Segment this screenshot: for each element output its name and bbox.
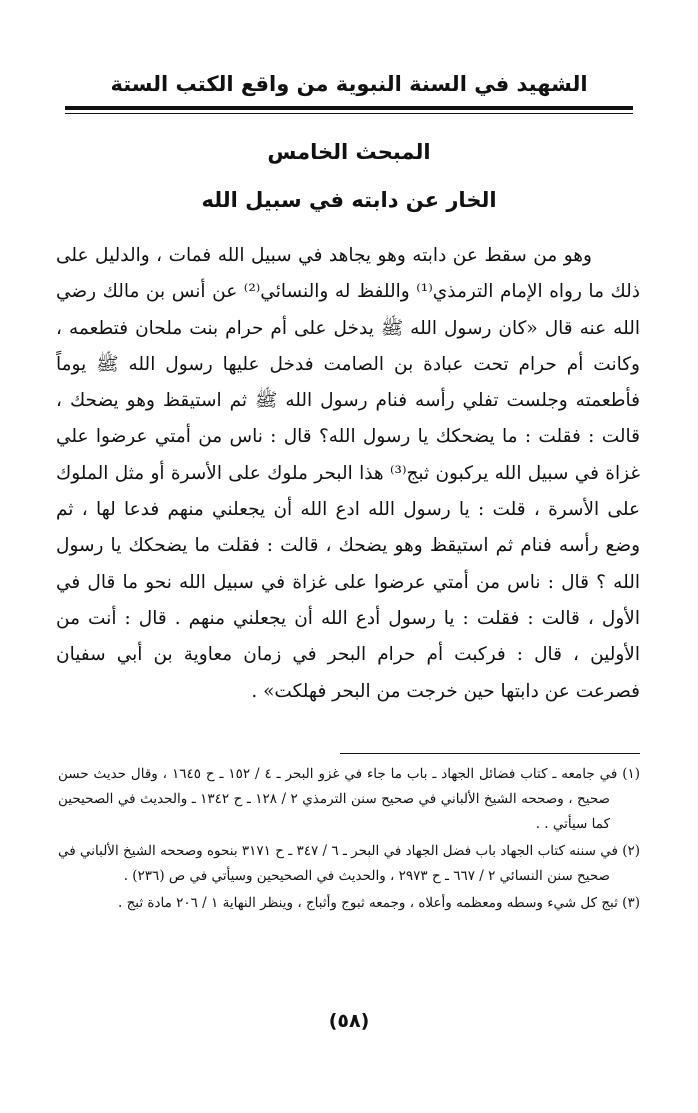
footnotes-block xyxy=(58,762,640,918)
section-subheading: الخار عن دابته في سبيل الله xyxy=(201,188,497,212)
header-rule-thin xyxy=(65,113,633,114)
section-heading: المبحث الخامس xyxy=(267,140,431,164)
body-paragraph: وهو من سقط عن دابته وهو يجاهد في سبيل الله فمات ، والدليل على ذلك ما رواه الإمام الترمذي⁽¹⁾ واللفظ له والنسائي⁽²⁾ عن أنس بن مالك رضي الله عنه قال «كان رسول الله ﷺ يدخل على أم حرام بنت ملحان فتطعمه ، وكانت أم حرام تحت عبادة بن الصامت فدخل عليها رسول الله ﷺ يوماً فأطعمته وجلست تفلي رأسه فنام رسول الله ﷺ ثم استيقظ وهو يضحك ، قالت : فقلت : ما يضحكك يا رسول الله؟ قال : ناس من أمتي عرضوا علي غزاة في سبيل الله يركبون ثبج⁽³⁾ هذا البحر ملوك على الأسرة أو مثل الملوك على الأسرة ، قلت : يا رسول الله ادع الله أن يجعلني منهم فدعا لها ، ثم وضع رأسه فنام ثم استيقظ وهو يضحك ، قالت : فقلت ما يضحكك يا رسول الله ؟ قال : ناس من أمتي عرضوا على غزاة في سبيل الله نحو ما قال في الأول ، قالت : فقلت : يا رسول أدع الله أن يجعلني منهم . قال : أنت من الأولين ، قال : فركبت أم حرام البحر في زمان معاوية بن أبي سفيان فصرعت عن دابتها حين خرجت من البحر فهلكت» . xyxy=(56,245,640,702)
footnote-3: (٣) ثبج كل شيء وسطه ومعظمه وأعلاه ، وجمعه ثبوج وأثباج ، وينظر النهاية ١ / ٢٠٦ مادة ثبج . xyxy=(117,895,640,911)
footnote-1: (١) في جامعه ـ كتاب فضائل الجهاد ـ باب ما جاء في غزو البحر ـ ٤ / ١٥٢ ـ ح ١٦٤٥ ، وقال حديث حسن صحيح ، وصححه الشيخ الألباني في صحيح سنن الترمذي ٢ / ١٢٨ ـ ح ١٣٤٢ ـ والحديث في الصحيحين كما سيأتي . . xyxy=(58,766,641,832)
main-text xyxy=(56,238,640,710)
footnote-separator xyxy=(340,753,640,754)
header-rule-thick xyxy=(65,106,633,110)
page-number: (٥٨) xyxy=(328,1010,370,1032)
running-header-title: الشهيد في السنة النبوية من واقع الكتب الستة xyxy=(110,72,588,96)
footnote-2: (٢) في سننه كتاب الجهاد باب فضل الجهاد في البحر ـ ٦ / ٣٤٧ ـ ح ٣١٧١ بنحوه وصححه الشيخ الألباني في صحيح سنن النسائي ٢ / ٦٦٧ ـ ح ٢٩٧٣ ، والحديث في الصحيحين وسيأتي في ص (٢٣٦) . xyxy=(58,843,641,884)
